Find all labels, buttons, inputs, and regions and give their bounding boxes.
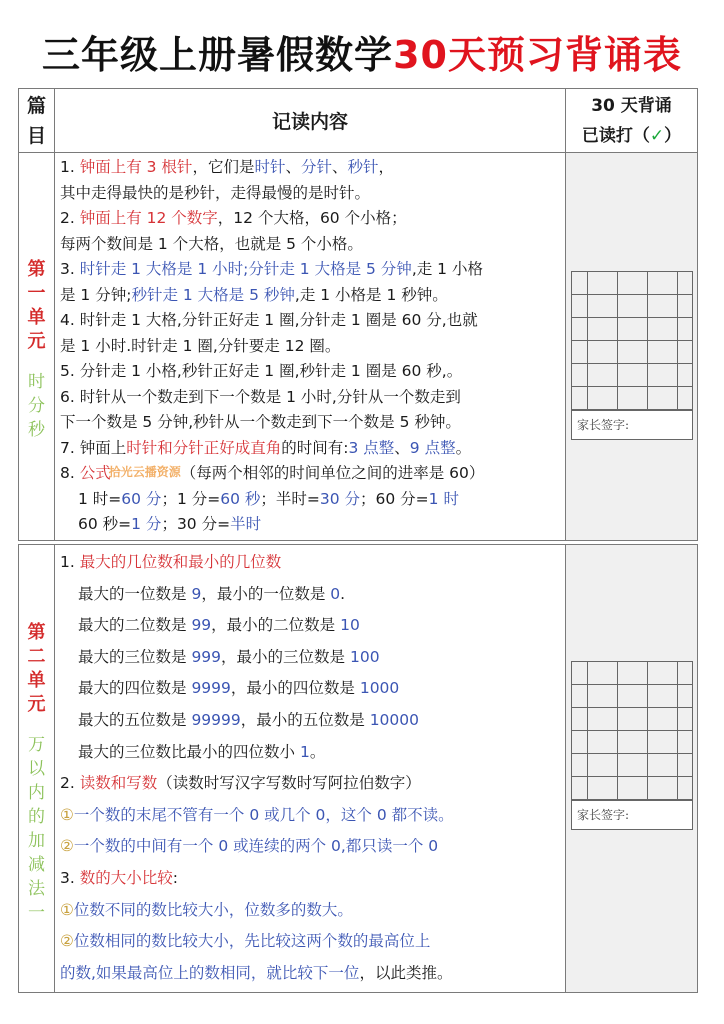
checkin-cell[interactable] bbox=[572, 295, 587, 318]
text-segment: ，最小的一位数是 bbox=[201, 584, 331, 603]
text-segment: （读数时写汉字写数时写阿拉伯数字） bbox=[157, 774, 421, 793]
checkin-cell[interactable] bbox=[587, 685, 617, 708]
text-segment: 时针 bbox=[254, 158, 286, 176]
checkin-cell[interactable] bbox=[647, 272, 677, 295]
unit1-checkin-grid bbox=[571, 271, 693, 440]
content-line bbox=[60, 737, 565, 769]
checkin-cell[interactable] bbox=[572, 731, 587, 754]
unit2-content bbox=[54, 544, 566, 993]
content-line bbox=[60, 334, 565, 360]
checkin-cell[interactable] bbox=[677, 685, 692, 708]
text-segment: 7. 钟面上 bbox=[60, 438, 127, 457]
text-segment: 秒针走 1 大格是 5 秒钟 bbox=[131, 285, 295, 304]
text-segment: ， bbox=[378, 158, 395, 176]
title-black-part: 三年级上册暑假数学 bbox=[42, 33, 394, 77]
text-segment: ,走 1 小格是 1 秒钟。 bbox=[294, 285, 448, 304]
checkin-cell[interactable] bbox=[587, 708, 617, 731]
text-segment: 3. bbox=[60, 868, 80, 887]
content-line bbox=[60, 308, 565, 334]
checkin-cell[interactable] bbox=[587, 318, 617, 341]
unit-label-char: 二 bbox=[27, 646, 46, 667]
text-segment: 。 bbox=[455, 438, 472, 457]
text-segment: 99 bbox=[191, 616, 212, 635]
checkin-cell[interactable] bbox=[572, 685, 587, 708]
checkin-cell[interactable] bbox=[677, 318, 692, 341]
text-segment: ；1 分= bbox=[161, 489, 221, 508]
checkin-cell[interactable] bbox=[617, 272, 647, 295]
unit1-check-column bbox=[565, 152, 698, 541]
checkin-cell[interactable] bbox=[617, 295, 647, 318]
checkin-cell[interactable] bbox=[617, 318, 647, 341]
text-segment: ① bbox=[60, 805, 74, 824]
text-segment: 每两个数间是 1 个大格，也就是 5 个小格。 bbox=[60, 234, 363, 253]
checkin-cell[interactable] bbox=[647, 708, 677, 731]
text-segment: ，12 个大格，60 个小格； bbox=[217, 209, 407, 227]
content-line bbox=[60, 958, 565, 990]
topic-label-char: 秒 bbox=[28, 420, 45, 440]
topic-label-char: 一 bbox=[28, 903, 45, 923]
text-segment: ，以此类推。 bbox=[359, 963, 453, 982]
checkin-cell[interactable] bbox=[572, 341, 587, 364]
topic-label bbox=[28, 733, 45, 925]
checkin-cell[interactable] bbox=[677, 364, 692, 387]
checkin-cell[interactable] bbox=[647, 754, 677, 777]
text-segment: 1 时 bbox=[428, 489, 459, 508]
text-segment: 9 点整 bbox=[409, 438, 456, 457]
checkin-cell[interactable] bbox=[572, 364, 587, 387]
checkin-cell[interactable] bbox=[617, 777, 647, 800]
checkin-cell[interactable] bbox=[572, 777, 587, 800]
content-line bbox=[60, 610, 565, 642]
checkin-cell[interactable] bbox=[677, 295, 692, 318]
topic-label bbox=[28, 370, 45, 442]
text-segment: 99999 bbox=[191, 710, 241, 729]
text-segment: 10 bbox=[340, 616, 360, 635]
text-segment: 3. bbox=[60, 260, 80, 278]
parent-signature-field[interactable]: 家长签字: bbox=[572, 800, 692, 829]
checkin-cell[interactable] bbox=[677, 272, 692, 295]
checkin-cell[interactable] bbox=[587, 387, 617, 410]
text-segment: 1. bbox=[60, 158, 80, 176]
text-segment: 位数不同的数比较大小，位数多的数大。 bbox=[73, 900, 353, 919]
text-segment: ① bbox=[60, 900, 74, 919]
unit2-checkin-grid bbox=[571, 661, 693, 830]
text-segment: 最大的几位数和最小的几位数 bbox=[79, 553, 282, 571]
header-check-prefix: 已读打（ bbox=[581, 125, 650, 146]
checkin-cell[interactable] bbox=[677, 708, 692, 731]
text-segment: ,走 1 小格 bbox=[411, 260, 483, 278]
checkin-cell[interactable] bbox=[677, 662, 692, 685]
text-segment: 60 秒 bbox=[220, 489, 261, 508]
text-segment: 1000 bbox=[359, 679, 400, 698]
text-segment: ；30 分= bbox=[161, 515, 231, 533]
content-line bbox=[60, 461, 565, 487]
content-line bbox=[60, 257, 565, 283]
content-line bbox=[60, 385, 565, 411]
topic-label-char: 分 bbox=[28, 396, 45, 416]
checkin-cell[interactable] bbox=[572, 272, 587, 295]
text-segment: 1. bbox=[60, 553, 80, 571]
content-line bbox=[60, 579, 565, 611]
text-segment: 半时 bbox=[230, 515, 262, 533]
text-segment: 4. 时针走 1 大格,分针正好走 1 圈,分针走 1 圈是 60 分,也就 bbox=[60, 311, 478, 329]
text-segment: 的时间有: bbox=[281, 438, 349, 457]
content-line bbox=[60, 410, 565, 436]
unit-label-char: 单 bbox=[27, 670, 46, 691]
text-segment: 、 bbox=[394, 438, 410, 457]
text-segment: 1 时= bbox=[78, 489, 122, 508]
checkin-cell[interactable] bbox=[677, 754, 692, 777]
checkin-cell[interactable] bbox=[647, 341, 677, 364]
checkin-cell[interactable] bbox=[572, 754, 587, 777]
checkin-cell[interactable] bbox=[617, 708, 647, 731]
unit-label-char: 第 bbox=[27, 622, 46, 643]
topic-label-char: 万 bbox=[28, 735, 45, 755]
content-line bbox=[60, 181, 565, 207]
content-line bbox=[60, 705, 565, 737]
text-segment: 一个数的末尾不管有一个 0 或几个 0，这个 0 都不读。 bbox=[73, 805, 454, 824]
text-segment: 2. bbox=[60, 774, 80, 793]
topic-label-char: 法 bbox=[28, 879, 45, 899]
content-line bbox=[60, 283, 565, 309]
text-segment: . bbox=[340, 584, 346, 603]
content-line bbox=[60, 863, 565, 895]
text-segment: 999 bbox=[191, 647, 222, 666]
checkin-cell[interactable] bbox=[647, 295, 677, 318]
content-line bbox=[60, 926, 565, 958]
text-segment: 数的大小比较 bbox=[79, 868, 173, 887]
text-segment: 分针 bbox=[300, 158, 332, 176]
checkin-cell[interactable] bbox=[587, 754, 617, 777]
text-segment: 公式 bbox=[79, 464, 111, 482]
header-section-column bbox=[18, 88, 55, 153]
checkin-cell[interactable] bbox=[647, 662, 677, 685]
text-segment: ② bbox=[60, 837, 74, 856]
header-check-line2 bbox=[582, 121, 681, 151]
checkin-cell[interactable] bbox=[587, 662, 617, 685]
text-segment: 3 点整 bbox=[348, 438, 395, 457]
checkin-cell[interactable] bbox=[572, 662, 587, 685]
text-segment: 2. bbox=[60, 209, 80, 227]
unit1-label-column bbox=[18, 152, 55, 541]
text-segment: （每两个相邻的时间单位之间的进率是 60） bbox=[180, 464, 485, 482]
text-segment: 读数和写数 bbox=[79, 774, 158, 793]
text-segment: 秒针 bbox=[347, 158, 379, 176]
page-title bbox=[0, 30, 724, 80]
checkin-cell[interactable] bbox=[647, 318, 677, 341]
text-segment: 1 bbox=[299, 742, 310, 761]
content-line bbox=[60, 831, 565, 863]
text-segment: 位数相同的数比较大小，先比较这两个数的最高位上 bbox=[73, 932, 431, 951]
checkmark-icon: ✓ bbox=[649, 125, 665, 146]
text-segment: 是 1 分钟; bbox=[60, 285, 132, 304]
text-segment: 。 bbox=[309, 742, 326, 761]
unit-label-char: 元 bbox=[27, 694, 46, 715]
checkin-cell[interactable] bbox=[587, 272, 617, 295]
unit-label-char: 元 bbox=[27, 331, 46, 352]
text-segment: 最大的三位数是 bbox=[78, 647, 192, 666]
text-segment: 、 bbox=[285, 158, 301, 176]
text-segment: 9 bbox=[191, 584, 202, 603]
content-line bbox=[60, 642, 565, 674]
checkin-cell[interactable] bbox=[677, 777, 692, 800]
text-segment: ，最小的四位数是 bbox=[230, 679, 360, 698]
text-segment: ，最小的五位数是 bbox=[240, 710, 370, 729]
checkin-cell[interactable] bbox=[587, 295, 617, 318]
text-segment: 60 分 bbox=[121, 489, 162, 508]
text-segment: 最大的一位数是 bbox=[78, 584, 192, 603]
checkin-cell[interactable] bbox=[572, 318, 587, 341]
text-segment: 的数,如果最高位上的数相同，就比较下一位 bbox=[60, 963, 360, 982]
text-segment: 10000 bbox=[369, 710, 419, 729]
text-segment: 钟面上有 3 根针 bbox=[79, 158, 193, 176]
text-segment: : bbox=[172, 868, 178, 887]
text-segment: 30 分 bbox=[319, 489, 361, 508]
text-segment: 、 bbox=[332, 158, 348, 176]
content-line bbox=[60, 673, 565, 705]
text-segment: ② bbox=[60, 932, 74, 951]
content-line bbox=[60, 768, 565, 800]
checkin-cell[interactable] bbox=[617, 685, 647, 708]
text-segment: 是 1 小时.时针走 1 圈,分针要走 12 圈。 bbox=[60, 336, 341, 355]
checkin-cell[interactable] bbox=[647, 777, 677, 800]
text-segment: ，它们是 bbox=[192, 158, 255, 176]
topic-label-char: 时 bbox=[28, 372, 45, 392]
checkin-cell[interactable] bbox=[647, 364, 677, 387]
text-segment: 1 分 bbox=[131, 515, 162, 533]
content-line bbox=[60, 155, 565, 181]
text-segment: 其中走得最快的是秒针，走得最慢的是时针。 bbox=[60, 183, 371, 202]
checkin-cell[interactable] bbox=[617, 754, 647, 777]
checkin-cell[interactable] bbox=[572, 708, 587, 731]
text-segment: 最大的三位数比最小的四位数小 bbox=[78, 742, 300, 761]
unit1-content bbox=[54, 152, 566, 541]
text-segment: 最大的二位数是 bbox=[78, 616, 192, 635]
unit-label-char: 一 bbox=[27, 283, 46, 304]
text-segment: 最大的四位数是 bbox=[78, 679, 192, 698]
unit2-label-column bbox=[18, 544, 55, 993]
text-segment: 9999 bbox=[191, 679, 231, 698]
text-segment: 下一个数是 5 分钟,秒针从一个数走到下一个数是 5 秒钟。 bbox=[60, 413, 461, 431]
checkin-cell[interactable] bbox=[572, 387, 587, 410]
header-check-suffix: ） bbox=[664, 125, 682, 146]
header-check-line1: 30 天背诵 bbox=[591, 95, 672, 116]
text-segment: 8. bbox=[60, 464, 80, 482]
topic-label-char: 的 bbox=[28, 807, 45, 827]
text-segment: 0 bbox=[330, 584, 341, 603]
header-check-column bbox=[565, 88, 698, 153]
topic-label-char: 内 bbox=[28, 783, 45, 803]
text-segment: ，最小的二位数是 bbox=[211, 616, 341, 635]
checkin-cell[interactable] bbox=[677, 387, 692, 410]
content-line bbox=[60, 359, 565, 385]
checkin-cell[interactable] bbox=[587, 731, 617, 754]
watermark-text: 拾光云播资源 bbox=[108, 465, 181, 479]
header-label-char: 目 bbox=[26, 124, 46, 147]
checkin-cell[interactable] bbox=[677, 731, 692, 754]
content-line bbox=[60, 800, 565, 832]
text-segment: 最大的五位数是 bbox=[78, 710, 192, 729]
unit-label-char: 单 bbox=[27, 307, 46, 328]
checkin-cell[interactable] bbox=[587, 777, 617, 800]
title-red-part: 30天预习背诵表 bbox=[393, 33, 682, 77]
text-segment: 时针走 1 大格是 1 小时;分针走 1 大格是 5 分钟 bbox=[79, 260, 412, 278]
text-segment: 5. 分针走 1 小格,秒针正好走 1 圈,秒针走 1 圈是 60 秒,。 bbox=[60, 362, 463, 380]
checkin-cell[interactable] bbox=[647, 731, 677, 754]
text-segment: 一个数的中间有一个 0 或连续的两个 0,都只读一个 0 bbox=[73, 837, 439, 856]
content-line bbox=[60, 436, 565, 462]
text-segment: 60 秒= bbox=[78, 515, 132, 533]
content-line bbox=[60, 512, 565, 538]
checkin-cell[interactable] bbox=[647, 387, 677, 410]
parent-signature-field[interactable]: 家长签字: bbox=[572, 410, 692, 439]
text-segment: 100 bbox=[349, 647, 380, 666]
header-content-column: 记读内容 bbox=[54, 88, 566, 153]
text-segment: ，最小的三位数是 bbox=[221, 647, 350, 666]
content-line bbox=[60, 895, 565, 927]
checkin-cell[interactable] bbox=[587, 364, 617, 387]
checkin-cell[interactable] bbox=[587, 341, 617, 364]
topic-label-char: 以 bbox=[28, 759, 45, 779]
checkin-cell[interactable] bbox=[617, 364, 647, 387]
checkin-cell[interactable] bbox=[647, 685, 677, 708]
checkin-cell[interactable] bbox=[617, 341, 647, 364]
content-line bbox=[60, 547, 565, 579]
topic-label-char: 减 bbox=[28, 855, 45, 875]
topic-label-char: 加 bbox=[28, 831, 45, 851]
text-segment: 时针和分针正好成直角 bbox=[126, 438, 282, 457]
checkin-cell[interactable] bbox=[677, 341, 692, 364]
header-label-char: 篇 bbox=[26, 94, 46, 117]
unit2-check-column bbox=[565, 544, 698, 993]
content-line bbox=[60, 206, 565, 232]
checkin-cell[interactable] bbox=[617, 731, 647, 754]
text-segment: 6. 时针从一个数走到下一个数是 1 小时,分针从一个数走到 bbox=[60, 387, 461, 406]
checkin-cell[interactable] bbox=[617, 662, 647, 685]
unit-label-char: 第 bbox=[27, 259, 46, 280]
checkin-cell[interactable] bbox=[617, 387, 647, 410]
content-line bbox=[60, 487, 565, 513]
recitation-table bbox=[18, 88, 698, 993]
content-line bbox=[60, 232, 565, 258]
text-segment: 钟面上有 12 个数字 bbox=[79, 209, 218, 227]
text-segment: ；半时= bbox=[260, 489, 320, 508]
text-segment: ；60 分= bbox=[360, 489, 429, 508]
